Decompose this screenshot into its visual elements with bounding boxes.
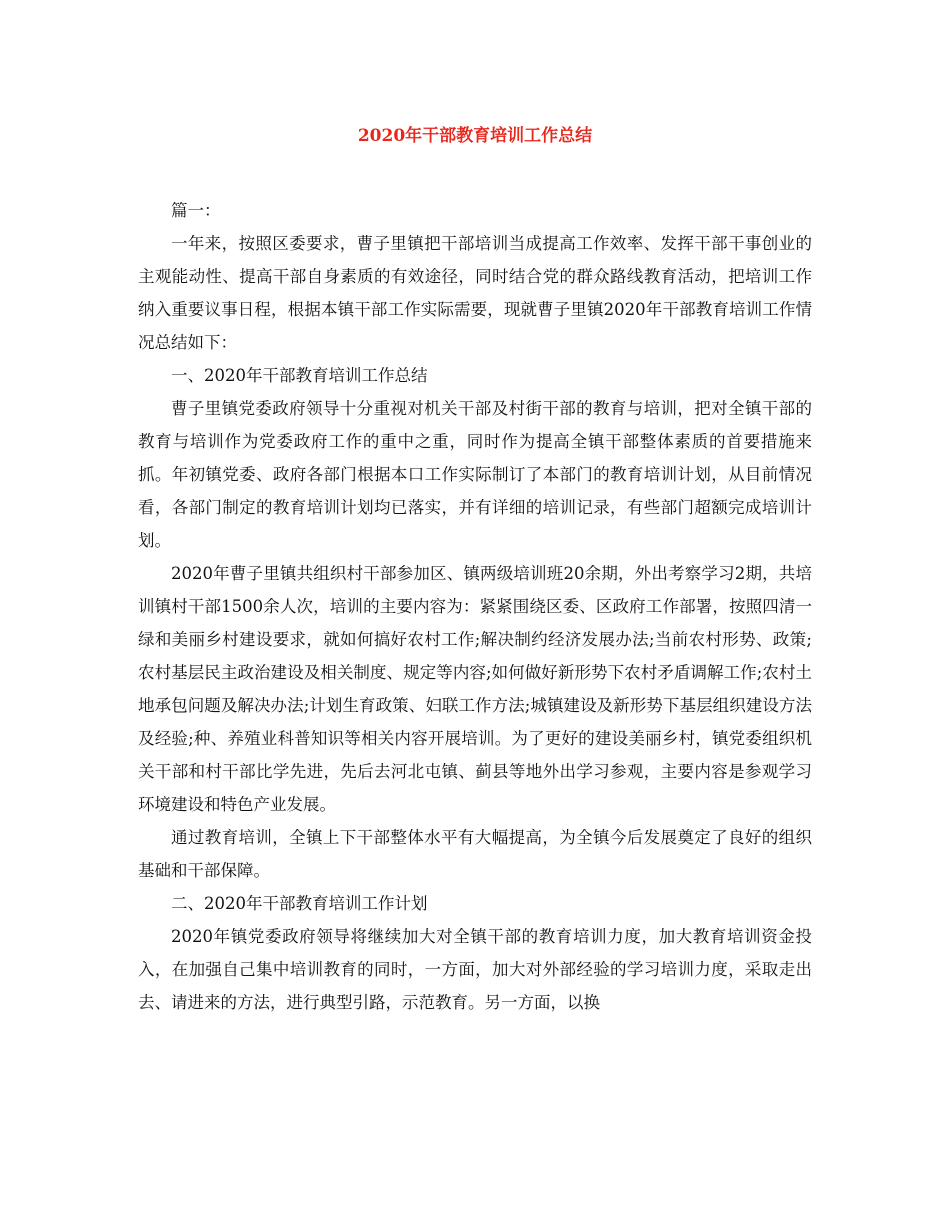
paragraph-leadership: 曹子里镇党委政府领导十分重视对机关干部及村街干部的教育与培训，把对全镇干部的教育与培训作为党委政府工作的重中之重，同时作为提高全镇干部整体素质的首要措施来抓。年初镇党委、政府各部门根据本口工作实际制订了本部门的教育培训计划，从目前情况看，各部门制定的教育培训计划均已落实，并有详细的培训记录，有些部门超额完成培训计划。: [138, 399, 812, 550]
paragraph-training-content: 2020年曹子里镇共组织村干部参加区、镇两级培训班20余期，外出考察学习2期，共培训镇村干部1500余人次，培训的主要内容为：紧紧围绕区委、区政府工作部署，按照四清一绿和美丽乡村建设要求，就如何搞好农村工作;解决制约经济发展办法;当前农村形势、政策;农村基层民主政治建设及相关制度、规定等内容;如何做好新形势下农村矛盾调解工作;农村土地承包问题及解决办法;计划生育政策、妇联工作方法;城镇建设及新形势下基层组织建设方法及经验;种、养殖业科普知识等相关内容开展培训。为了更好的建设美丽乡村，镇党委组织机关干部和村干部比学先进，先后去河北屯镇、蓟县等地外出学习参观，主要内容是参观学习环境建设和特色产业发展。: [138, 564, 812, 814]
paragraph-results: 通过教育培训，全镇上下干部整体水平有大幅提高，为全镇今后发展奠定了良好的组织基础和干部保障。: [138, 828, 812, 880]
document-title: 2020年干部教育培训工作总结: [357, 126, 593, 146]
paragraph-section-label: 篇一：: [171, 201, 221, 220]
paragraph-plan: 2020年镇党委政府领导将继续加大对全镇干部的教育培训力度，加大教育培训资金投入，在加强自己集中培训教育的同时，一方面，加大对外部经验的学习培训力度，采取走出去、请进来的方法，进行典型引路，示范教育。另一方面，以换: [138, 927, 812, 1012]
heading-section-two: 二、2020年干部教育培训工作计划: [171, 894, 428, 913]
document-body: [138, 194, 812, 1019]
heading-section-one: 一、2020年干部教育培训工作总结: [171, 366, 428, 385]
paragraph-intro: 一年来，按照区委要求，曹子里镇把干部培训当成提高工作效率、发挥干部干事创业的主观能动性、提高干部自身素质的有效途径，同时结合党的群众路线教育活动，把培训工作纳入重要议事日程，根据本镇干部工作实际需要，现就曹子里镇2020年干部教育培训工作情况总结如下：: [138, 234, 812, 352]
